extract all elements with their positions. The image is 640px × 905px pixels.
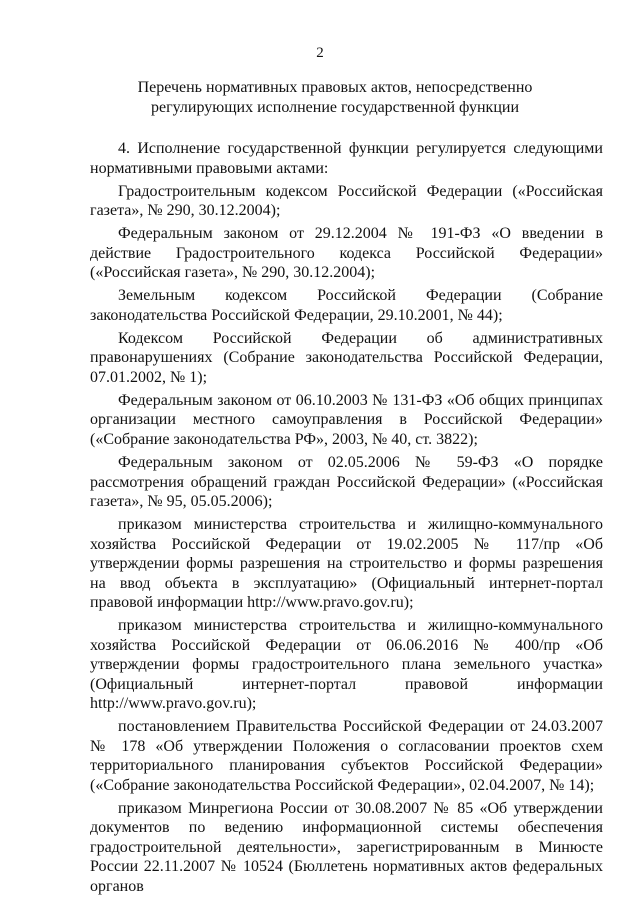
paragraph-order-85: приказом Минрегиона России от 30.08.2007 № 85 «Об утверждении документов по ведению информационной системы обеспечения градостроительной деятельности», зарегистрированным в Минюсте России 22.11.2007 № 10524 (Бюллетень нормативных актов федеральных органов [90,799,603,895]
paragraph-federal-law-131: Федеральным законом от 06.10.2003 № 131-ФЗ «Об общих принципах организации местного самоуправления в Российской Федерации» («Собрание законодательства РФ», 2003, № 40, ст. 3822); [90,391,603,448]
section-heading [60,78,610,118]
paragraph-land-code: Земельным кодексом Российской Федерации (Собрание законодательства Российской Федерации, 29.10.2001, № 44); [90,287,603,324]
document-body [90,139,603,900]
paragraph-federal-law-59: Федеральным законом от 02.05.2006 № 59-ФЗ «О порядке рассмотрения обращений граждан Российской Федерации» («Российская газета», № 95, 05.05.2006); [90,454,603,511]
paragraph-order-117: приказом министерства строительства и жилищно-коммунального хозяйства Российской Федерации от 19.02.2005 № 117/пр «Об утверждении формы разрешения на строительство и формы разрешения на ввод объекта в эксплуатацию» (Официальный интернет-портал правовой информации http://www.pravo.gov.ru); [90,516,603,612]
paragraph-federal-law-191: Федеральным законом от 29.12.2004 № 191-ФЗ «О введении в действие Градостроительного кодекса Российской Федерации» («Российская газета», № 290, 30.12.2004); [90,225,603,282]
paragraph-order-400: приказом министерства строительства и жилищно-коммунального хозяйства Российской Федерации от 06.06.2016 № 400/пр «Об утверждении формы градостроительного плана земельного участка» (Официальный интернет-портал правовой информации http://www.pravo.gov.ru); [90,617,603,713]
page-number: 2 [316,45,324,61]
paragraph-urban-planning-code: Градостроительным кодексом Российской Федерации («Российская газета», № 290, 30.12.2004); [90,182,603,220]
heading-line-2: регулирующих исполнение государственной функции [150,99,520,116]
paragraph-intro: 4. Исполнение государственной функции регулируется следующими нормативными правовыми актами: [90,140,603,177]
paragraph-resolution-178: постановлением Правительства Российской Федерации от 24.03.2007 № 178 «Об утверждении Положения о согласовании проектов схем территориального планирования субъектов Российской Федерации» («Собрание законодательства Российской Федерации», 02.04.2007, № 14); [90,718,603,794]
heading-line-1: Перечень нормативных правовых актов, непосредственно [137,79,533,96]
paragraph-administrative-code: Кодексом Российской Федерации об административных правонарушениях (Собрание законодательства Российской Федерации, 07.01.2002, № 1); [90,329,603,386]
